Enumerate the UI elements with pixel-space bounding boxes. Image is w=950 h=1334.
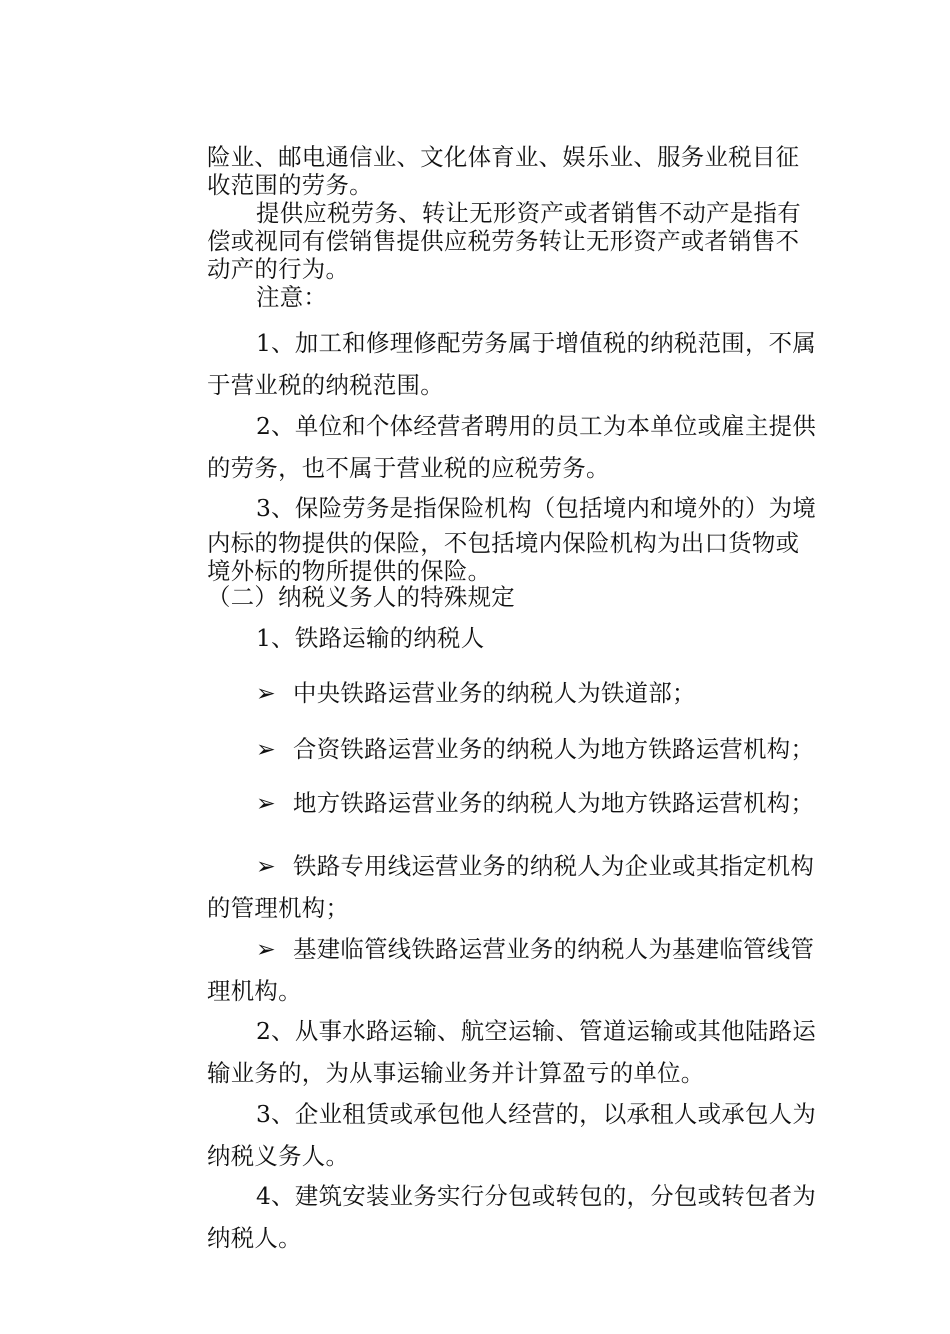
text-line: 1、铁路运输的纳税人 [256,624,485,652]
arrow-bullet-icon: ➢ [256,679,276,707]
note-item-1 [207,322,847,406]
arrow-bullet-icon: ➢ [256,789,276,817]
text-line: 纳税义务人。 [207,1142,350,1170]
text-line: （二）纳税义务人的特殊规定 [207,583,515,611]
text-line: 3、保险劳务是指保险机构（包括境内和境外的）为境 [256,494,817,522]
text-line: 理机构。 [207,977,302,1005]
text-line: 提供应税劳务、转让无形资产或者销售不动产是指有 [256,199,801,227]
section-heading [207,583,847,611]
text-line: 境外标的物所提供的保险。 [207,557,492,585]
subsection-construction [207,1175,847,1259]
text-line: 的劳务，也不属于营业税的应税劳务。 [207,454,610,482]
bullet-item-1: ➢ 中央铁路运营业务的纳税人为铁道部； [256,679,696,707]
subsection-lease [207,1093,847,1177]
text-line: 1、加工和修理修配劳务属于增值税的纳税范围，不属 [256,329,817,357]
note-item-3 [207,487,847,585]
arrow-bullet-icon: ➢ [256,935,276,963]
text-line: 2、单位和个体经营者聘用的员工为本单位或雇主提供 [256,412,817,440]
text-line: 3、企业租赁或承包他人经营的，以承租人或承包人为 [256,1100,817,1128]
text-line: 于营业税的纳税范围。 [207,371,444,399]
text-line: 输业务的，为从事运输业务并计算盈亏的单位。 [207,1059,705,1087]
text-line: 4、建筑安装业务实行分包或转包的，分包或转包者为 [256,1182,817,1210]
bullet-item-5: ➢ 基建临管线铁路运营业务的纳税人为基建临管线管 理机构。 [207,928,847,1012]
text-line: 偿或视同有偿销售提供应税劳务转让无形资产或者销售不 [207,227,800,255]
subsection-railway [207,624,847,652]
subsection-other-transport [207,1010,847,1094]
note-item-2 [207,405,847,489]
paragraph-continuation [207,143,847,199]
note-heading [207,283,847,311]
text-line: 2、从事水路运输、航空运输、管道运输或其他陆路运 [256,1017,817,1045]
text-line: 收范围的劳务。 [207,171,373,199]
paragraph-definition [207,199,847,283]
bullet-item-4: ➢ 铁路专用线运营业务的纳税人为企业或其指定机构 的管理机构； [207,845,847,929]
bullet-item-3: ➢ 地方铁路运营业务的纳税人为地方铁路运营机构； [256,789,815,817]
text-line: 内标的物提供的保险，不包括境内保险机构为出口货物或 [207,529,800,557]
text-line: 纳税人。 [207,1224,302,1252]
bullet-item-2: ➢ 合资铁路运营业务的纳税人为地方铁路运营机构； [256,735,815,763]
text-line: 险业、邮电通信业、文化体育业、娱乐业、服务业税目征 [207,143,800,171]
text-line: 动产的行为。 [207,255,350,283]
arrow-bullet-icon: ➢ [256,852,276,880]
text-line: 注意： [256,283,328,311]
arrow-bullet-icon: ➢ [256,735,276,763]
text-line: 的管理机构； [207,894,350,922]
